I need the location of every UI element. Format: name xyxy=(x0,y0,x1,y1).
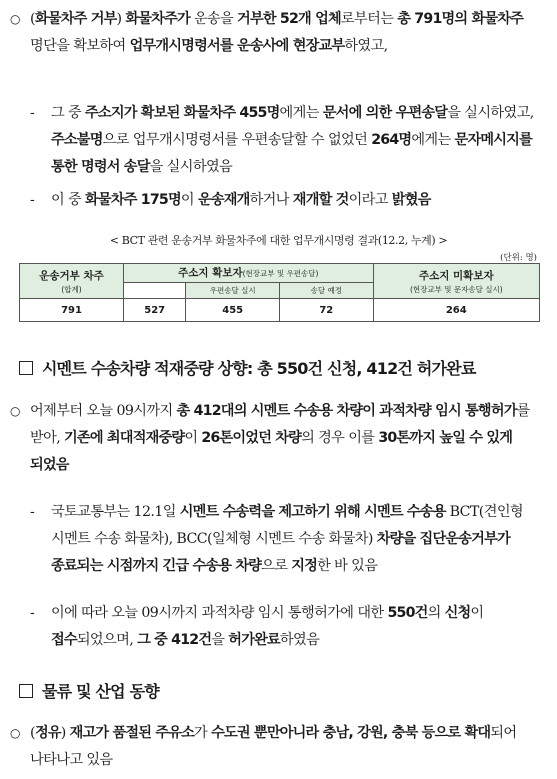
header-cell-total xyxy=(124,282,186,298)
body-text: 명단을 확보하여 xyxy=(30,38,130,54)
body-text: 에게는 xyxy=(279,105,323,121)
emphasis-text: 수도권 뿐만아니라 충남, 강원, 충북 등으로 확대 xyxy=(211,725,491,741)
paragraph-text xyxy=(51,600,539,654)
emphasis-text: 264명 xyxy=(371,132,412,148)
bullet-circle: ○ xyxy=(10,12,20,26)
body-text: 한 바 있음 xyxy=(317,558,378,574)
section-heading-cement xyxy=(19,357,475,381)
body-text: 에게는 xyxy=(411,132,455,148)
emphasis-text: 허가완료 xyxy=(228,632,280,648)
emphasis-text: 화물차주 거부 xyxy=(34,11,117,27)
emphasis-text: 밝혔음 xyxy=(391,192,431,208)
body-text: 하였고, xyxy=(344,38,388,54)
paragraph-text xyxy=(30,720,542,774)
body-text: 을 실시하였음 xyxy=(149,159,233,175)
bullet-dash: - xyxy=(30,105,35,121)
emphasis-text: 문서에 의한 우편송달 xyxy=(322,105,448,121)
order-result-table xyxy=(19,263,540,322)
body-text: 의 경우 이를 xyxy=(301,430,379,446)
body-text: ( xyxy=(30,11,35,27)
section-title: 물류 및 산업 동향 xyxy=(42,682,159,701)
body-text: 로부터는 xyxy=(340,11,398,27)
body-text: 이라고 xyxy=(348,192,392,208)
emphasis-text: 총 791명의 화물차주 xyxy=(397,11,524,27)
paragraph-permit-applications xyxy=(30,600,539,654)
table-caption: < BCT 관련 운송거부 화물차주에 대한 업무개시명령 결과(12.2, 누계) > xyxy=(109,234,448,247)
header-cell-postal-planned: 송달 예정 xyxy=(279,282,373,298)
emphasis-text: 시멘트 수송력을 제고하기 위해 시멘트 수송용 xyxy=(179,504,446,520)
body-text: 되었으며, xyxy=(76,632,138,648)
emphasis-text: 총 412대의 시멘트 수송용 차량이 과적차량 임시 통행허가 xyxy=(176,403,517,419)
paragraph-refinery xyxy=(10,720,542,774)
header-cell-refusing-owners xyxy=(20,264,124,299)
cell-postal-planned: 72 xyxy=(279,299,373,322)
header-cell-address-unsecured xyxy=(373,264,539,299)
section-heading-logistics xyxy=(19,680,159,704)
paragraph-text xyxy=(30,6,542,60)
body-text: 하였음 xyxy=(279,632,320,648)
emphasis-text: 거부한 52개 업체 xyxy=(237,11,341,27)
checkbox-square-icon xyxy=(19,684,33,698)
body-text: 운송을 xyxy=(189,11,238,27)
body-text: 그 중 xyxy=(51,105,86,121)
paragraph-cement-permits xyxy=(10,398,542,479)
emphasis-text: 접수 xyxy=(51,632,77,648)
bullet-dash: - xyxy=(30,192,35,208)
emphasis-text: 화물차주 175명 xyxy=(85,192,181,208)
bullet-dash: - xyxy=(30,605,35,621)
cell-postal-done: 455 xyxy=(186,299,280,322)
emphasis-text: 그 중 412건 xyxy=(137,632,212,648)
emphasis-text: 재개할 것 xyxy=(292,192,349,208)
body-text: BCT(견인형 시멘트 수송 화물차), BCC(일체형 시멘트 수송 화물차) xyxy=(51,504,524,547)
bullet-circle: ○ xyxy=(10,726,20,740)
paragraph-text xyxy=(51,100,539,181)
paragraph-postal-delivery xyxy=(30,100,539,181)
body-text: 되어 나타나고 있음 xyxy=(30,725,517,768)
paragraph-resumption xyxy=(30,187,539,214)
emphasis-text: 550건 xyxy=(387,605,428,621)
paragraph-emergency-designation xyxy=(30,499,539,580)
body-text: 으로 업무개시명령서를 우편송달할 수 없었던 xyxy=(102,132,372,148)
body-text: 이 xyxy=(470,605,484,621)
header-cell-postal-done: 우편송달 실시 xyxy=(186,282,280,298)
header-cell-address-secured xyxy=(124,264,374,283)
paragraph-text xyxy=(51,499,539,580)
body-text: ( xyxy=(30,725,35,741)
body-text: 을 실시하였고, xyxy=(447,105,534,121)
body-text: 으로 xyxy=(261,558,292,574)
body-text: 를 받아, xyxy=(30,403,530,446)
cell-address-unsecured: 264 xyxy=(373,299,539,322)
body-text: 이 xyxy=(180,192,198,208)
emphasis-text: 운송재개 xyxy=(197,192,250,208)
cell-address-secured-total: 527 xyxy=(124,299,186,322)
emphasis-text: 정유 xyxy=(34,725,61,741)
body-text: ) xyxy=(116,11,126,27)
body-text: 국토교통부는 12.1일 xyxy=(51,504,180,520)
bullet-dash: - xyxy=(30,504,35,520)
body-text: 이 중 xyxy=(51,192,86,208)
cell-total-refusing: 791 xyxy=(20,299,124,322)
body-text: 가 xyxy=(194,725,212,741)
body-text: 의 xyxy=(427,605,445,621)
emphasis-text: 재고가 품절된 주유소 xyxy=(69,725,195,741)
emphasis-text: 신청 xyxy=(444,605,471,621)
body-text: 이 xyxy=(184,430,202,446)
emphasis-text: 문자메시지를 통한 명령서 송달 xyxy=(51,132,532,175)
emphasis-text: 업무개시명령서를 운송사에 현장교부 xyxy=(129,38,345,54)
body-text: 어제부터 오늘 09시까지 xyxy=(30,403,177,419)
section-title: 시멘트 수송차량 적재중량 상향: 총 550건 신청, 412건 허가완료 xyxy=(42,359,476,378)
table-unit: (단위: 명) xyxy=(500,253,537,263)
header-sublabel: (현장교부 및 문자송달 실시) xyxy=(409,284,503,294)
header-label: 주소지 확보자 xyxy=(178,267,243,280)
header-sublabel: (현장교부 및 우편송달) xyxy=(242,269,319,279)
header-label: 운송거부 차주 xyxy=(39,269,104,282)
emphasis-text: 30톤까지 높일 수 있게 되었음 xyxy=(30,430,513,473)
paragraph-text xyxy=(51,187,539,214)
emphasis-text: 주소지가 확보된 화물차주 455명 xyxy=(85,105,280,121)
bullet-circle: ○ xyxy=(10,404,20,418)
body-text: 이에 따라 오늘 09시까지 과적차량 임시 통행허가에 대한 xyxy=(51,605,388,621)
body-text: ) xyxy=(60,725,70,741)
body-text: 을 xyxy=(211,632,229,648)
paragraph-text xyxy=(30,398,542,479)
header-sublabel: (합계) xyxy=(61,284,82,294)
emphasis-text: 화물차주가 xyxy=(125,11,190,27)
emphasis-text: 지정 xyxy=(291,558,318,574)
emphasis-text: 26톤이었던 차량 xyxy=(201,430,302,446)
checkbox-square-icon xyxy=(19,361,33,375)
paragraph-cargo-owner-refusal xyxy=(10,6,542,60)
emphasis-text: 차량을 집단운송거부가 종료되는 시점까지 긴급 수송용 차량 xyxy=(51,531,510,574)
emphasis-text: 주소불명 xyxy=(51,132,103,148)
emphasis-text: 기존에 최대적재중량 xyxy=(64,430,185,446)
body-text: 하거나 xyxy=(249,192,293,208)
header-label: 주소지 미확보자 xyxy=(418,269,494,282)
